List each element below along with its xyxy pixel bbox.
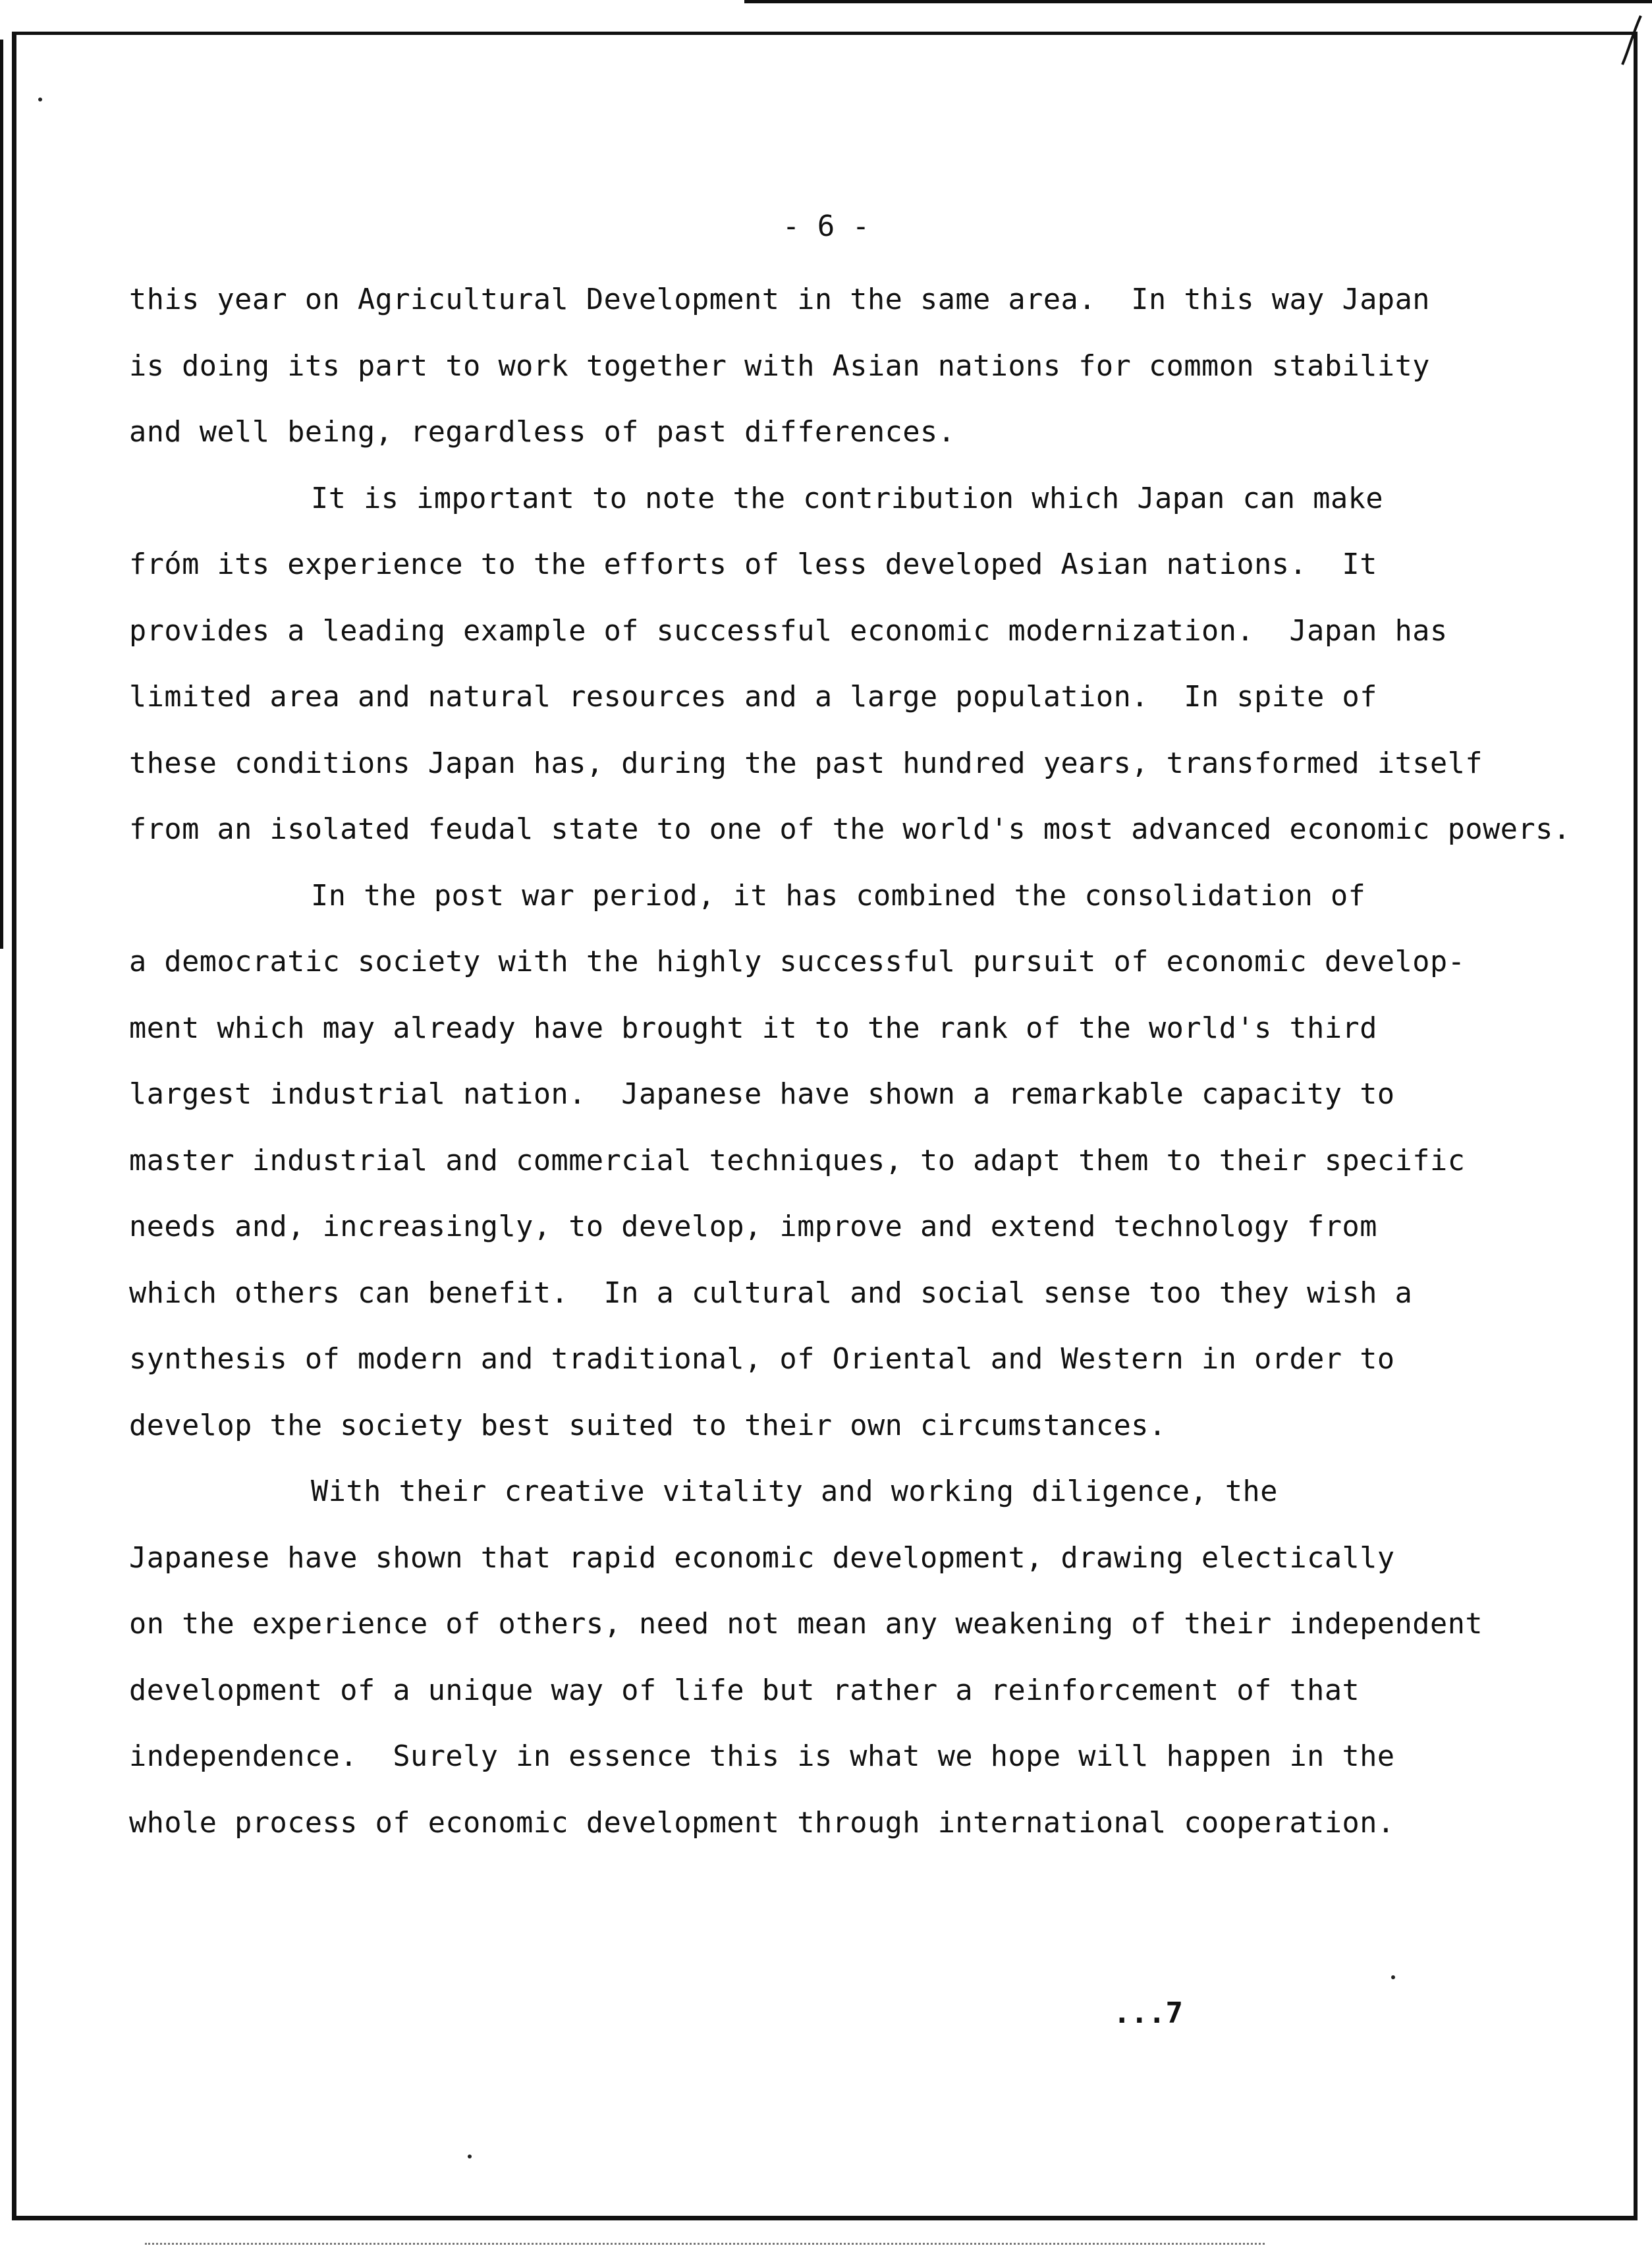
scan-speck <box>1391 1975 1395 1979</box>
scan-speck <box>468 2155 472 2158</box>
paragraph <box>129 466 1571 863</box>
text-line: synthesis of modern and traditional, of Oriental and Western in order to <box>129 1343 1395 1376</box>
corner-mark <box>1617 13 1643 66</box>
text-line: develop the society best suited to their own circumstances. <box>129 1409 1167 1442</box>
text-line: these conditions Japan has, during the past hundred years, transformed itself <box>129 747 1483 780</box>
text-line: which others can benefit. In a cultural and social sense too they wish a <box>129 1276 1413 1310</box>
paragraph <box>129 1459 1526 1856</box>
text-line: and well being, regardless of past differences. <box>129 416 956 449</box>
text-line: largest industrial nation. Japanese have shown a remarkable capacity to <box>129 1078 1395 1111</box>
text-line: on the experience of others, need not mean any weakening of their independent <box>129 1608 1483 1641</box>
scan-left-edge-rule <box>0 40 3 949</box>
scan-top-edge-rule <box>744 0 1652 3</box>
text-line: a democratic society with the highly successful pursuit of economic develop- <box>129 945 1466 978</box>
text-line: master industrial and commercial techniques, to adapt them to their specific <box>129 1144 1466 1177</box>
page-number: - 6 - <box>782 210 870 243</box>
text-line: With their creative vitality and working diligence, the <box>311 1475 1278 1508</box>
text-line: is doing its part to work together with Asian nations for common stability <box>129 349 1431 383</box>
text-line: Japanese have shown that rapid economic development, drawing electically <box>129 1541 1395 1575</box>
continuation-marker: ...7 <box>1113 1996 1183 2030</box>
text-line: needs and, increasingly, to develop, improve and extend technology from <box>129 1210 1377 1243</box>
paragraph <box>129 267 1526 466</box>
paragraph <box>129 863 1526 1459</box>
text-line: whole process of economic development through international cooperation. <box>129 1806 1395 1840</box>
text-line: limited area and natural resources and a large population. In spite of <box>129 681 1377 714</box>
text-line: It is important to note the contribution which Japan can make <box>311 482 1384 515</box>
text-line: In the post war period, it has combined the consolidation of <box>311 879 1366 913</box>
scan-bottom-noise <box>145 2243 1265 2247</box>
text-line: fróm its experience to the efforts of less developed Asian nations. It <box>129 548 1377 581</box>
text-line: development of a unique way of life but rather a reinforcement of that <box>129 1674 1360 1707</box>
text-line: provides a leading example of successful economic modernization. Japan has <box>129 614 1448 648</box>
scan-speck <box>38 98 42 101</box>
document-body <box>129 267 1571 1856</box>
text-line: from an isolated feudal state to one of the world's most advanced economic powers. <box>129 813 1571 846</box>
text-line: ment which may already have brought it to the rank of the world's third <box>129 1011 1377 1045</box>
text-line: independence. Surely in essence this is what we hope will happen in the <box>129 1740 1395 1773</box>
text-line: this year on Agricultural Development in the same area. In this way Japan <box>129 283 1431 316</box>
